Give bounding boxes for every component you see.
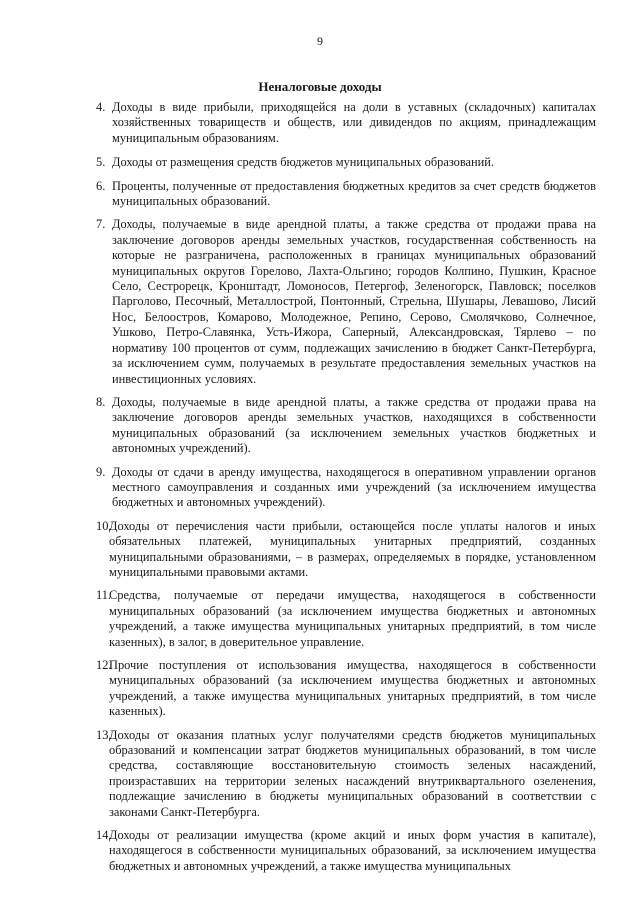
item-number: 13. [96, 727, 112, 742]
item-text: Доходы от сдачи в аренду имущества, находящегося в оперативном управлении органов местного самоуправления и созданных ими учреждений (за исключением имущества бюджетных и автономных учреждений). [112, 464, 596, 510]
item-text: Доходы от размещения средств бюджетов муниципальных образований. [112, 155, 495, 170]
item-text: Доходы от реализации имущества (кроме акций и иных форм участия в капитале), находящегося в собственности муниципальных образований, за исключением имущества бюджетных и автономных учреждений, а также имущества муниципальных [109, 828, 596, 873]
item-number: 6. [96, 178, 106, 193]
item-number: 12. [96, 658, 112, 672]
list-item [96, 100, 596, 146]
list-item [96, 658, 596, 720]
item-text: Проценты, полученные от предоставления бюджетных кредитов за счет средств бюджетов муниципальных образований. [112, 178, 596, 209]
list-item [96, 395, 596, 457]
item-number: 11. [96, 588, 112, 603]
list-item [96, 465, 596, 511]
item-text: Доходы, получаемые в виде арендной платы, а также средства от продажи права на заключение договоров аренды земельных участков, находящихся в собственности муниципальных образований (за исключением земельных участков бюджетных и автономных учреждений). [112, 394, 596, 456]
item-text: Доходы, получаемые в виде арендной платы, а также средства от продажи права на заключение договоров аренды земельных участков, государственная собственность на которые не разграничена, расположенных в границах муниципальных образований муниципальных округов Горелово, Лахта-Ольгино; городов Колпино, Пушкин, Красное Село, Сестрорецк, Кронштадт, Ломоносов, Петергоф, Зеленогорск, Павловск; поселков Парголово, Песочный, Металлострой, Понтонный, Стрельна, Шушары, Левашово, Лисий Нос, Белоостров, Комарово, Молодежное, Репино, Серово, Смолячково, Солнечное, Ушково, Петро-Славянка, Усть-Ижора, Саперный, Александровская, Тярлево – по нормативу 100 процентов от сумм, подлежащих зачислению в бюджет Санкт-Петербурга, за исключением сумм, получаемых в результате предоставления земельных участков на инвестиционных условиях. [112, 217, 596, 386]
item-text: Средства, получаемые от передачи имущества, находящегося в собственности муниципальных образований (за исключением имущества бюджетных и автономных учреждений, а также имущества муниципальных унитарных предприятий, в том числе казенных), в залог, в доверительное управление. [109, 588, 596, 649]
item-number: 7. [96, 217, 106, 232]
list-item [96, 588, 596, 650]
list-item [96, 217, 596, 386]
section-title: Неналоговые доходы [258, 79, 382, 94]
item-number: 8. [96, 394, 106, 409]
item-text: Прочие поступления от использования имущества, находящегося в собственности муниципальных образований (за исключением имущества бюджетных и автономных учреждений, а также имущества муниципальных унитарных предприятий, в том числе казенных). [109, 658, 596, 719]
list-item [96, 155, 596, 170]
item-text: Доходы в виде прибыли, приходящейся на доли в уставных (складочных) капиталах хозяйственных товариществ и обществ, или дивидендов по акциям, принадлежащим муниципальным образованиям. [112, 100, 596, 145]
item-number: 5. [96, 155, 106, 170]
list-item [96, 728, 596, 820]
item-number: 4. [96, 100, 106, 114]
revenue-list [96, 100, 596, 874]
list-item [96, 828, 596, 874]
item-number: 10. [96, 518, 112, 533]
item-text: Доходы от перечисления части прибыли, остающейся после уплаты налогов и иных обязательных платежей, муниципальных унитарных предприятий, созданных муниципальными образованиями, – в размерах, определяемых в порядке, установленном муниципальными правовыми актами. [109, 518, 596, 579]
list-item [96, 179, 596, 210]
item-number: 14. [96, 828, 112, 843]
item-number: 9. [96, 464, 106, 479]
list-item [96, 519, 596, 581]
item-text: Доходы от оказания платных услуг получателями средств бюджетов муниципальных образований и компенсации затрат бюджетов муниципальных образований, в том числе средства, составляющие восстановительную стоимость зеленых насаждений, произраставших на территории зеленых насаждений внутриквартального озеленения, подлежащие зачислению в бюджеты муниципальных образований в соответствии с законами Санкт-Петербурга. [109, 727, 596, 819]
page-number: 9 [317, 34, 323, 48]
